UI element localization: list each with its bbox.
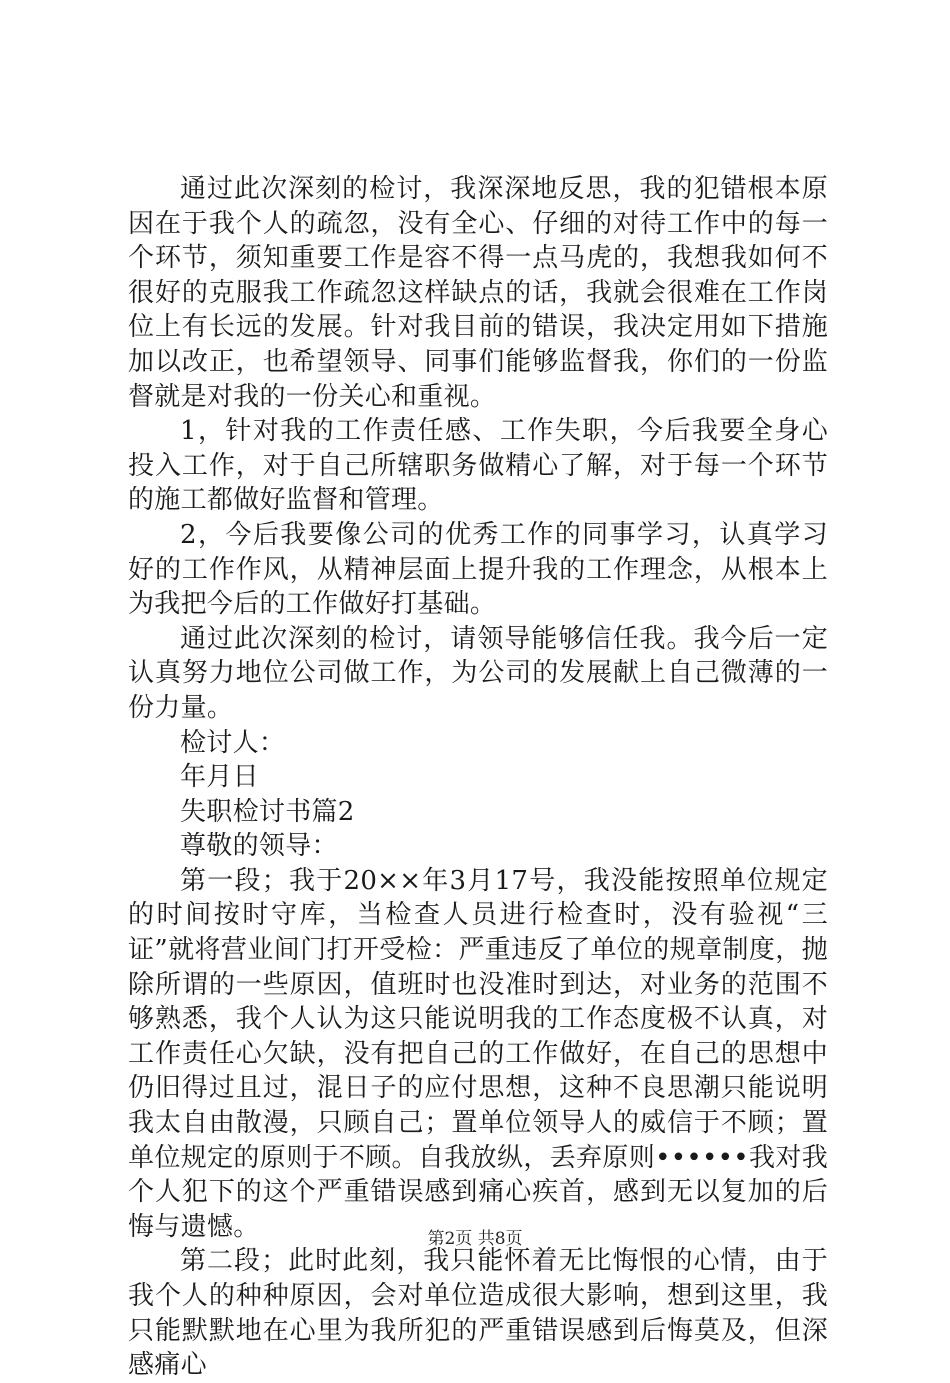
paragraph-conclusion: 通过此次深刻的检讨，请领导能够信任我。我今后一定认真努力地位公司做工作，为公司的发展献上自己微薄的一份力量。 [128,623,828,723]
section-title: 失职检讨书篇2 [180,796,355,827]
date-line: 年月日 [180,762,259,793]
paragraph-measure-2: 2，今后我要像公司的优秀工作的同事学习，认真学习好的工作作风，从精神层面上提升我的工作理念，从根本上为我把今后的工作做好打基础。 [128,519,828,620]
salutation: 尊敬的领导： [180,831,338,862]
document-body [128,172,828,1383]
signature-line: 检讨人： [180,727,286,758]
paragraph-section-2: 第二段；此时此刻，我只能怀着无比悔恨的心情，由于我个人的种种原因，会对单位造成很大影响，想到这里，我只能默默地在心里为我所犯的严重错误感到后悔莫及，但深感痛心 [128,1246,828,1381]
paragraph-section-1: 第一段；我于20××年3月17号，我没能按照单位规定的时间按时守库，当检查人员进行检查时，没有验视“三证”就将营业间门打开受检：严重违反了单位的规章制度，抛除所谓的一些原因，值班时也没准时到达，对业务的范围不够熟悉，我个人认为这只能说明我的工作态度极不认真，对工作责任心欠缺，没有把自己的工作做好，在自己的思想中仍旧得过且过，混日子的应付思想，这种不良思潮只能说明我太自由散漫，只顾自己；置单位领导人的威信于不顾；置单位规定的原则于不顾。自我放纵，丢弃原则••••••我对我个人犯下的这个严重错误感到痛心疾首，感到无以复加的后悔与遗憾。 [128,865,828,1242]
paragraph-measure-1: 1，针对我的工作责任感、工作失职，今后我要全身心投入工作，对于自己所辖职务做精心了解，对于每一个环节的施工都做好监督和管理。 [128,416,828,516]
page-footer: 第2页 共8页 [427,1229,523,1249]
paragraph-reflection: 通过此次深刻的检讨，我深深地反思，我的犯错根本原因在于我个人的疏忽，没有全心、仔细的对待工作中的每一个环节，须知重要工作是容不得一点马虎的，我想我如何不很好的克服我工作疏忽这样缺点的话，我就会很难在工作岗位上有长远的发展。针对我目前的错误，我决定用如下措施加以改正，也希望领导、同事们能够监督我，你们的一份监督就是对我的一份关心和重视。 [128,174,828,412]
